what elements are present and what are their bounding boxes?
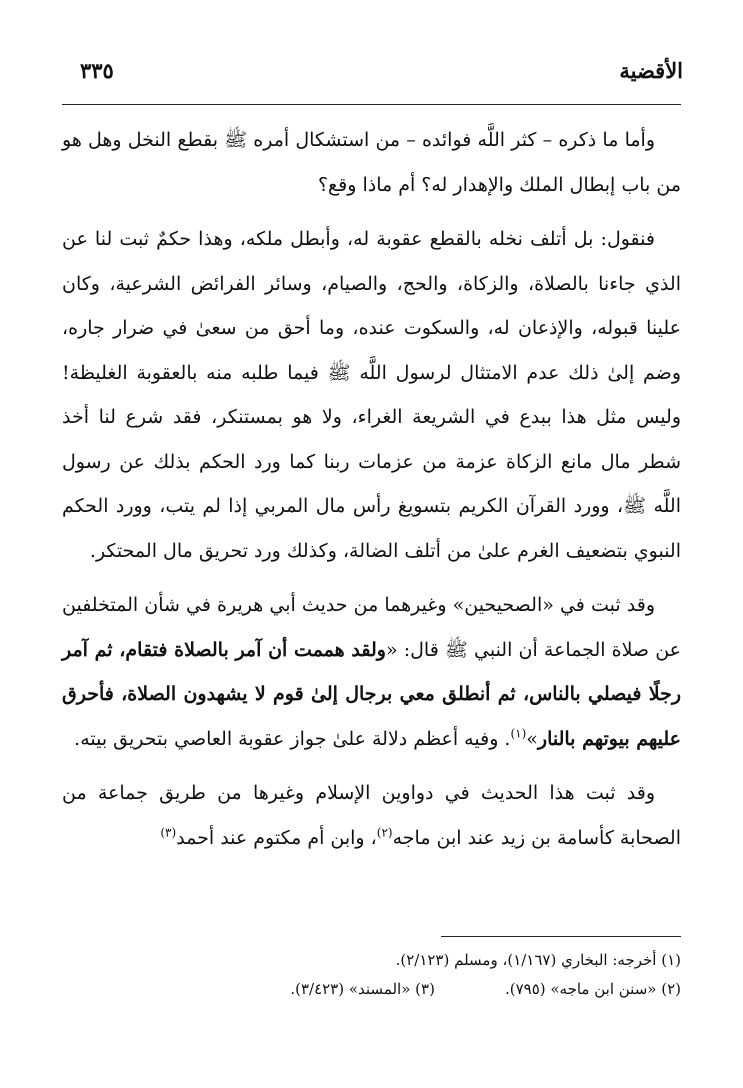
- paragraph-1: [62, 118, 681, 207]
- paragraph-3-conclusion: . وفيه أعظم دلالة علىٰ جواز عقوبة العاصي بتحريق بيته.: [74, 727, 511, 750]
- footnote-ref-3[interactable]: (٣): [160, 825, 177, 840]
- footnote-ref-2[interactable]: (٢): [376, 825, 393, 840]
- footnotes: [62, 946, 681, 1004]
- footnote-ref-1[interactable]: (١): [510, 726, 527, 741]
- paragraph-2: [62, 217, 681, 573]
- paragraph-1-text: وأما ما ذكره – كثر اللَّه فوائده – من استشكال أمره ﷺ بقطع النخل وهل هو من باب إبطال الملك والإهدار له؟ أم ماذا وقع؟: [62, 129, 681, 196]
- header-divider: [62, 104, 681, 105]
- footnote-3: (٣) «المسند» (٣/٤٢٣).: [290, 980, 435, 998]
- body-text: [62, 118, 681, 870]
- paragraph-3: [62, 583, 681, 761]
- paragraph-4-mid: ، وابن أم مكتوم عند أحمد: [176, 826, 377, 849]
- page-number: ٣٣٥: [80, 58, 114, 83]
- footnote-2: (٢) «سنن ابن ماجه» (٧٩٥).: [504, 980, 681, 998]
- hadith-quote: ولقد هممت أن آمر بالصلاة فتقام، ثم آمر رجلًا فيصلي بالناس، ثم أنطلق معي برجال إلىٰ قوم لا يشهدون الصلاة، فأحرق عليهم بيوتهم بالنار: [62, 638, 681, 750]
- paragraph-3-intro: وقد ثبت في «الصحيحين» وغيرهما من حديث أبي هريرة في شأن المتخلفين عن صلاة الجماعة أن النبي ﷺ قال: «: [62, 594, 681, 661]
- paragraph-4-start: وقد ثبت هذا الحديث في دواوين الإسلام وغيرها من طريق جماعة من الصحابة كأسامة بن زيد عند ابن ماجه: [62, 782, 681, 849]
- quote-close: »: [526, 727, 538, 750]
- footnote-row-2: [62, 975, 681, 1004]
- footnote-divider: [441, 936, 681, 937]
- paragraph-2-text: فنقول: بل أتلف نخله بالقطع عقوبة له، وأبطل ملكه، وهذا حكمٌ ثبت لنا عن الذي جاءنا بالصلاة، والزكاة، والحج، والصيام، وسائر الفرائض الشرعية، وكان علينا قبوله، والإذعان له، والسكوت عنده، وما أحق من سعىٰ في ضرار جاره، وضم إلىٰ ذلك عدم الامتثال لرسول اللَّه ﷺ فيما طلبه منه بالعقوبة الغليظة! وليس مثل هذا ببدع في الشريعة الغراء، ولا هو بمستنكر، فقد شرع لنا أخذ شطر مال مانع الزكاة عزمة من عزمات ربنا كما ورد الحكم بذلك عن رسول اللَّه ﷺ، وورد القرآن الكريم بتسويغ رأس مال المربي إذا لم يتب، وورد الحكم النبوي بتضعيف الغرم علىٰ من أتلف الضالة، وكذلك ورد تحريق مال المحتكر.: [62, 228, 681, 562]
- chapter-title: الأقضية: [619, 58, 683, 83]
- page-header: [80, 58, 683, 98]
- footnote-1: (١) أخرجه: البخاري (١/١٦٧)، ومسلم (٢/١٢٣).: [395, 951, 681, 969]
- paragraph-4: [62, 771, 681, 860]
